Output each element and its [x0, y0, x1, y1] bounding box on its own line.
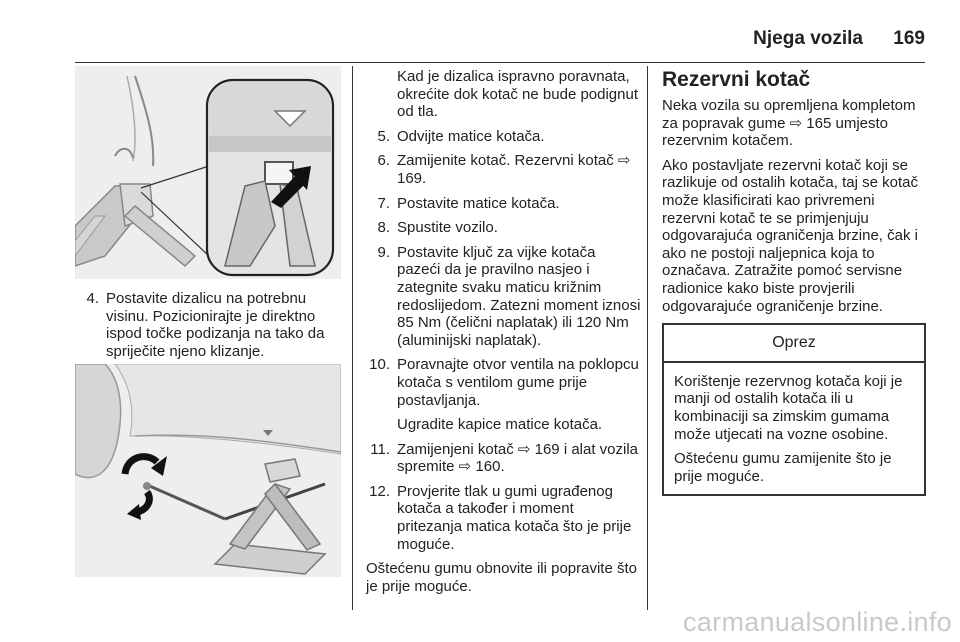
- step-number: 12.: [369, 482, 390, 500]
- step-number: 9.: [377, 243, 390, 261]
- step-text: Zamijenjeni kotač ⇨ 169 i alat vozila spremite ⇨ 160.: [397, 440, 639, 476]
- list-item-step-10: [366, 356, 642, 433]
- middle-column-text: [366, 68, 642, 602]
- step-text: Poravnajte otvor ventila na poklopcu kotača s ventilom gume prije postavljanja.: [397, 356, 639, 409]
- closing-paragraph: Oštećenu gumu obnovite ili popravite što je prije moguće.: [366, 560, 637, 595]
- jack-position-illustration: [75, 66, 341, 279]
- spare-wheel-paragraph-2: Ako postavljate rezervni kotač koji se razlikuje od ostalih kotača, taj se kotač može klasificirati kao privremeni rezervni kotač te se primjenjuju odgovarajuća ograničenja brzine, čak i ako ne postoji naljepnica koja to označava. Zatražite pomoć servisne radionice kako biste provjerili odgovarajuće ograničenje brzine.: [662, 156, 918, 315]
- jack-lifting-point-figure: [75, 66, 341, 279]
- section-title: Njega vozila: [753, 28, 863, 49]
- list-item-step-7: [366, 195, 642, 213]
- step-number: 8.: [377, 219, 390, 237]
- caution-text-1: Korištenje rezervnog kotača koji je manji od ostalih kotača ili u kombinaciji sa zimskim gumama može utjecati na vozne osobine.: [674, 372, 903, 443]
- left-column-text: [75, 290, 343, 367]
- jack-crank-illustration: [75, 364, 341, 577]
- step-number: 5.: [377, 127, 390, 145]
- step-text: Odvijte matice kotača.: [397, 127, 545, 145]
- caution-body: [664, 363, 924, 495]
- list-item-step-6: [366, 152, 642, 187]
- jack-crank-figure: [75, 364, 341, 577]
- list-item-step-12: [366, 483, 642, 553]
- column-divider-left: [352, 66, 353, 610]
- step-text: Postavite ključ za vijke kotača pazeći da je pravilno nasjeo i zategnite svaku maticu križnim redoslijedom. Zatezni moment iznosi 85 Nm (čelični naplatak) ili 120 Nm (aluminijski naplatak).: [397, 243, 641, 349]
- page-number: 169: [893, 28, 925, 49]
- step-number: 7.: [377, 194, 390, 212]
- intro-paragraph: Kad je dizalica ispravno poravnata, okrećite dok kotač ne bude podignut od tla.: [397, 68, 639, 121]
- step-number: 11.: [370, 440, 390, 458]
- list-item-step-9: [366, 244, 642, 350]
- step-text: Spustite vozilo.: [397, 219, 498, 237]
- section-heading: Rezervni kotač: [662, 68, 811, 91]
- caution-title: Oprez: [664, 325, 924, 363]
- step-number: 4.: [86, 290, 99, 307]
- list-item-step-11: [366, 441, 642, 476]
- list-item-step-8: [366, 219, 642, 237]
- step-text: Zamijenite kotač. Rezervni kotač ⇨ 169.: [397, 152, 631, 187]
- steps-list: [366, 128, 642, 553]
- step-text: Postavite matice kotača.: [397, 194, 560, 212]
- header-rule: [75, 62, 925, 63]
- list-item-step-5: [366, 128, 642, 146]
- list-item-step-4: [75, 290, 343, 360]
- step-number: 6.: [377, 152, 390, 170]
- caution-text-2: Oštećenu gumu zamijenite što je prije moguće.: [674, 450, 892, 485]
- watermark: carmanualsonline.info: [683, 607, 952, 637]
- step-extra-text: Ugradite kapice matice kotača.: [397, 416, 603, 434]
- step-number: 10.: [369, 356, 390, 374]
- page-header: [75, 14, 925, 50]
- right-column-text: [662, 68, 926, 496]
- step-text: Postavite dizalicu na potrebnu visinu. Pozicionirajte je direktno ispod točke podizanja na tako da spriječite njeno klizanje.: [106, 290, 325, 360]
- column-divider-right: [647, 66, 648, 610]
- caution-box: [662, 323, 926, 496]
- step-text: Provjerite tlak u gumi ugrađenog kotača a također i moment pritezanja matica kotača što je prije moguće.: [397, 482, 632, 553]
- spare-wheel-paragraph-1: Neka vozila su opremljena kompletom za popravak gume ⇨ 165 umjesto rezervnim kotačem.: [662, 97, 916, 150]
